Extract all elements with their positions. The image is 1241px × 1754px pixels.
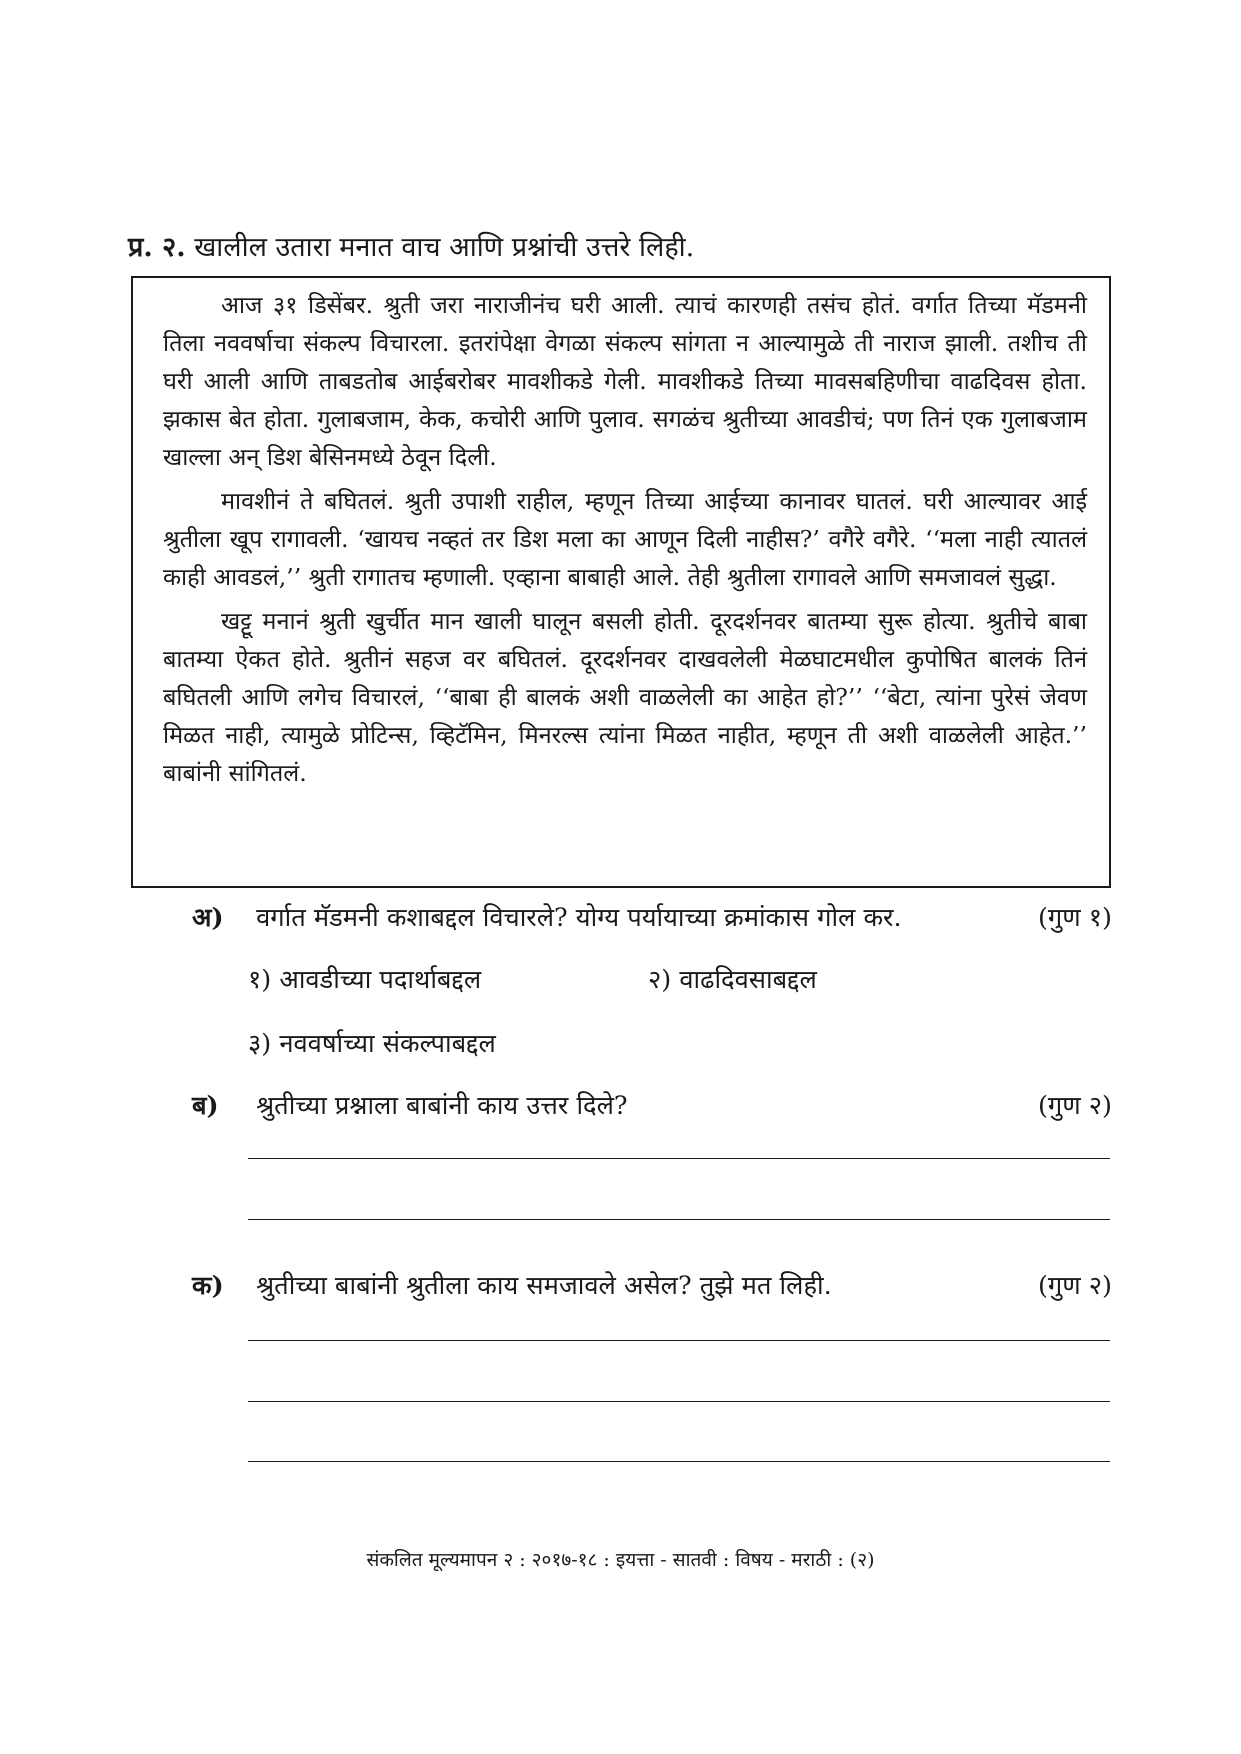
question-heading [128, 228, 694, 268]
answer-line-c-2[interactable] [248, 1401, 1110, 1402]
sub-question-a-text: वर्गात मॅडमनी कशाबद्दल विचारले? योग्य पर्यायाच्या क्रमांकास गोल कर. [256, 903, 902, 933]
sub-question-a-label: अ) [192, 903, 224, 933]
passage-paragraph-1: आज ३१ डिसेंबर. श्रुती जरा नाराजीनंच घरी आली. त्याचं कारणही तसंच होतं. वर्गात तिच्या मॅडमनी तिला नववर्षाचा संकल्प विचारला. इतरांपेक्षा वेगळा संकल्प सांगता न आल्यामुळे ती नाराज झाली. तशीच ती घरी आली आणि ताबडतोब आईबरोबर मावशीकडे गेली. मावशीकडे तिच्या मावसबहिणीचा वाढदिवस होता. झकास बेत होता. गुलाबजाम, केक, कचोरी आणि पुलाव. सगळंच श्रुतीच्या आवडीचं; पण तिनं एक गुलाबजाम खाल्ला अन् डिश बेसिनमध्ये ठेवून दिली. [163, 291, 1087, 471]
sub-question-a [192, 898, 1112, 938]
sub-question-c-label: क) [192, 1271, 224, 1301]
option-1[interactable]: १) आवडीच्या पदार्थाबद्दल [248, 965, 482, 995]
answer-line-c-1[interactable] [248, 1340, 1110, 1341]
sub-question-c-marks: (गुण २) [1037, 1271, 1112, 1301]
question-number: प्र. २. [128, 232, 186, 263]
page-footer: संकलित मूल्यमापन २ : २०१७-१८ : इयत्ता - सातवी : विषय - मराठी : (२) [366, 1549, 875, 1571]
sub-question-b-text: श्रुतीच्या प्रश्नाला बाबांनी काय उत्तर दिले? [256, 1091, 628, 1121]
option-2[interactable]: २) वाढदिवसाबद्दल [648, 965, 817, 995]
sub-question-c [192, 1266, 1112, 1306]
sub-question-c-text: श्रुतीच्या बाबांनी श्रुतीला काय समजावले असेल? तुझे मत लिही. [256, 1271, 832, 1301]
answer-line-c-3[interactable] [248, 1461, 1110, 1462]
answer-line-b-1[interactable] [248, 1158, 1110, 1159]
passage-paragraph-2: मावशीनं ते बघितलं. श्रुती उपाशी राहील, म्हणून तिच्या आईच्या कानावर घातलं. घरी आल्यावर आई श्रुतीला खूप रागावली. ‘खायच नव्हतं तर डिश मला का आणून दिली नाहीस?’ वगैरे वगैरे. ‘‘मला नाही त्यातलं काही आवडलं,’’ श्रुती रागातच म्हणाली. एव्हाना बाबाही आले. तेही श्रुतीला रागावले आणि समजावलं सुद्धा. [163, 487, 1087, 591]
option-3[interactable]: ३) नववर्षाच्या संकल्पाबद्दल [248, 1029, 496, 1059]
passage-paragraph-3: खट्टू मनानं श्रुती खुर्चीत मान खाली घालून बसली होती. दूरदर्शनवर बातम्या सुरू होत्या. श्रुतीचे बाबा बातम्या ऐकत होते. श्रुतीनं सहज वर बघितलं. दूरदर्शनवर दाखवलेली मेळघाटमधील कुपोषित बालकं तिनं बघितली आणि लगेच विचारलं, ‘‘बाबा ही बालकं अशी वाळलेली का आहेत हो?’’ ‘‘बेटा, त्यांना पुरेसं जेवण मिळत नाही, त्यामुळे प्रोटिन्स, व्हिटॅमिन, मिनरल्स त्यांना मिळत नाहीत, म्हणून ती अशी वाळलेली आहेत.’’ बाबांनी सांगितलं. [163, 607, 1087, 787]
sub-question-b-marks: (गुण २) [1037, 1091, 1112, 1121]
answer-line-b-2[interactable] [248, 1219, 1110, 1220]
sub-question-b-label: ब) [192, 1091, 219, 1121]
passage-box [131, 276, 1111, 888]
question-instruction: खालील उतारा मनात वाच आणि प्रश्नांची उत्तरे लिही. [194, 232, 695, 263]
sub-question-a-marks: (गुण १) [1037, 903, 1112, 933]
sub-question-b [192, 1086, 1112, 1126]
